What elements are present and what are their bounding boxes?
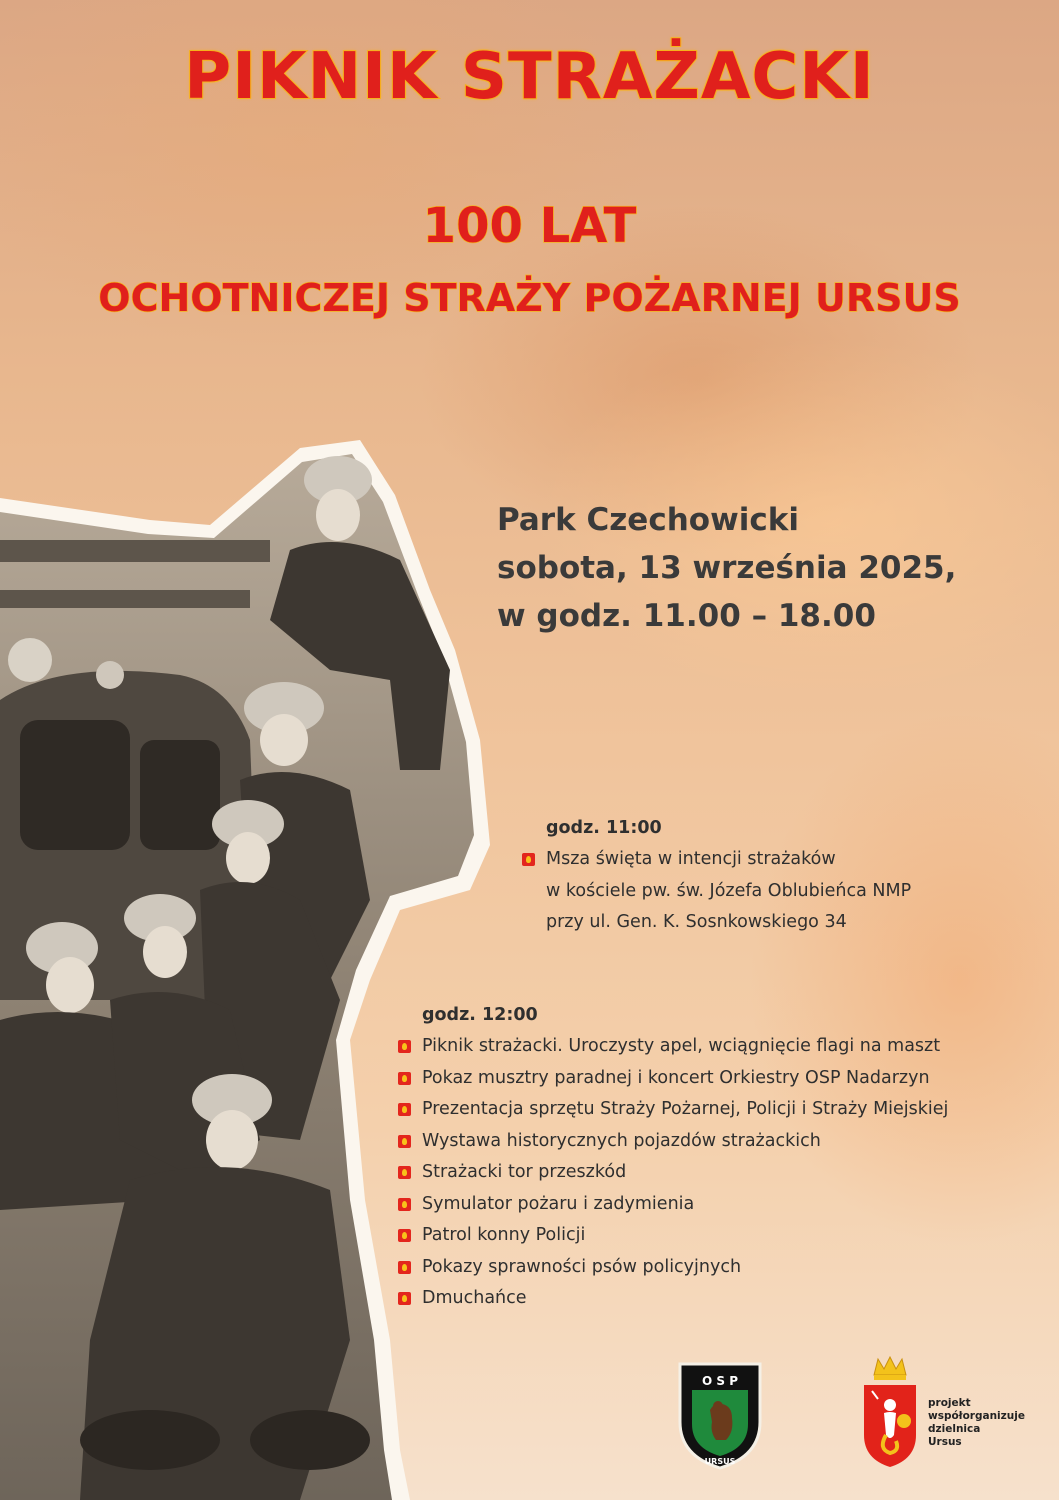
flame-icon	[398, 1198, 411, 1211]
flame-icon	[398, 1166, 411, 1179]
note-line: współorganizuje	[928, 1410, 1025, 1422]
list-item-continuation: w kościele pw. św. Józefa Oblubieńca NMP	[546, 880, 912, 901]
schedule-list	[398, 1031, 948, 1315]
list-item-text: Pokaz musztry paradnej i koncert Orkiestry OSP Nadarzyn	[422, 1067, 930, 1088]
list-item-text: Pokazy sprawności psów policyjnych	[422, 1256, 742, 1277]
note-line: Ursus	[928, 1436, 962, 1448]
osp-letters: O S P	[702, 1374, 738, 1388]
poster-title: PIKNIK STRAŻACKI	[184, 40, 875, 114]
event-date: sobota, 13 września 2025,	[497, 550, 957, 586]
list-item-text: Piknik strażacki. Uroczysty apel, wciągnięcie flagi na maszt	[422, 1036, 941, 1056]
firefighters-photo	[0, 440, 500, 1500]
flame-icon	[398, 1261, 411, 1274]
osp-ursus-text: URSUS	[704, 1457, 736, 1466]
note-line: dzielnica	[928, 1423, 981, 1435]
schedule-time: godz. 11:00	[546, 818, 662, 838]
flame-icon	[398, 1229, 411, 1242]
list-item	[398, 1063, 948, 1095]
schedule-block-1	[522, 818, 911, 939]
flame-icon	[398, 1040, 411, 1053]
flame-icon	[398, 1292, 411, 1305]
flame-icon	[398, 1135, 411, 1148]
list-item	[398, 1252, 948, 1284]
list-item-text: Wystawa historycznych pojazdów strażackich	[422, 1130, 821, 1151]
schedule-list	[522, 844, 911, 876]
schedule-block-2	[398, 1005, 948, 1315]
list-item	[522, 844, 911, 876]
list-item	[398, 1094, 948, 1126]
anniversary-heading: 100 LAT	[422, 198, 637, 254]
list-item	[398, 1283, 948, 1315]
list-item	[398, 1220, 948, 1252]
list-item	[398, 1031, 948, 1063]
coorganizer-note	[928, 1397, 1038, 1449]
list-item-text: Strażacki tor przeszkód	[422, 1162, 627, 1182]
list-item-continuation: przy ul. Gen. K. Sosnkowskiego 34	[546, 912, 847, 932]
flame-icon	[398, 1103, 411, 1116]
flame-icon	[398, 1072, 411, 1085]
list-item	[398, 1189, 948, 1221]
event-info	[497, 496, 1047, 640]
schedule-time: godz. 12:00	[422, 1005, 538, 1025]
list-item-text: Prezentacja sprzętu Straży Pożarnej, Policji i Straży Miejskiej	[422, 1099, 949, 1119]
list-item-text: Dmuchańce	[422, 1288, 527, 1308]
event-place: Park Czechowicki	[497, 502, 799, 538]
list-item-text: Msza święta w intencji strażaków	[546, 849, 836, 869]
flame-icon	[522, 853, 535, 866]
osp-ursus-logo	[674, 1360, 766, 1470]
organization-heading: OCHOTNICZEJ STRAŻY POŻARNEJ URSUS	[98, 276, 961, 320]
note-line: projekt	[928, 1397, 971, 1409]
list-item	[398, 1126, 948, 1158]
list-item-text: Patrol konny Policji	[422, 1225, 586, 1245]
list-item	[398, 1157, 948, 1189]
list-item-text: Symulator pożaru i zadymienia	[422, 1193, 695, 1214]
event-hours: w godz. 11.00 – 18.00	[497, 598, 876, 634]
warsaw-crest-logo	[860, 1355, 920, 1470]
